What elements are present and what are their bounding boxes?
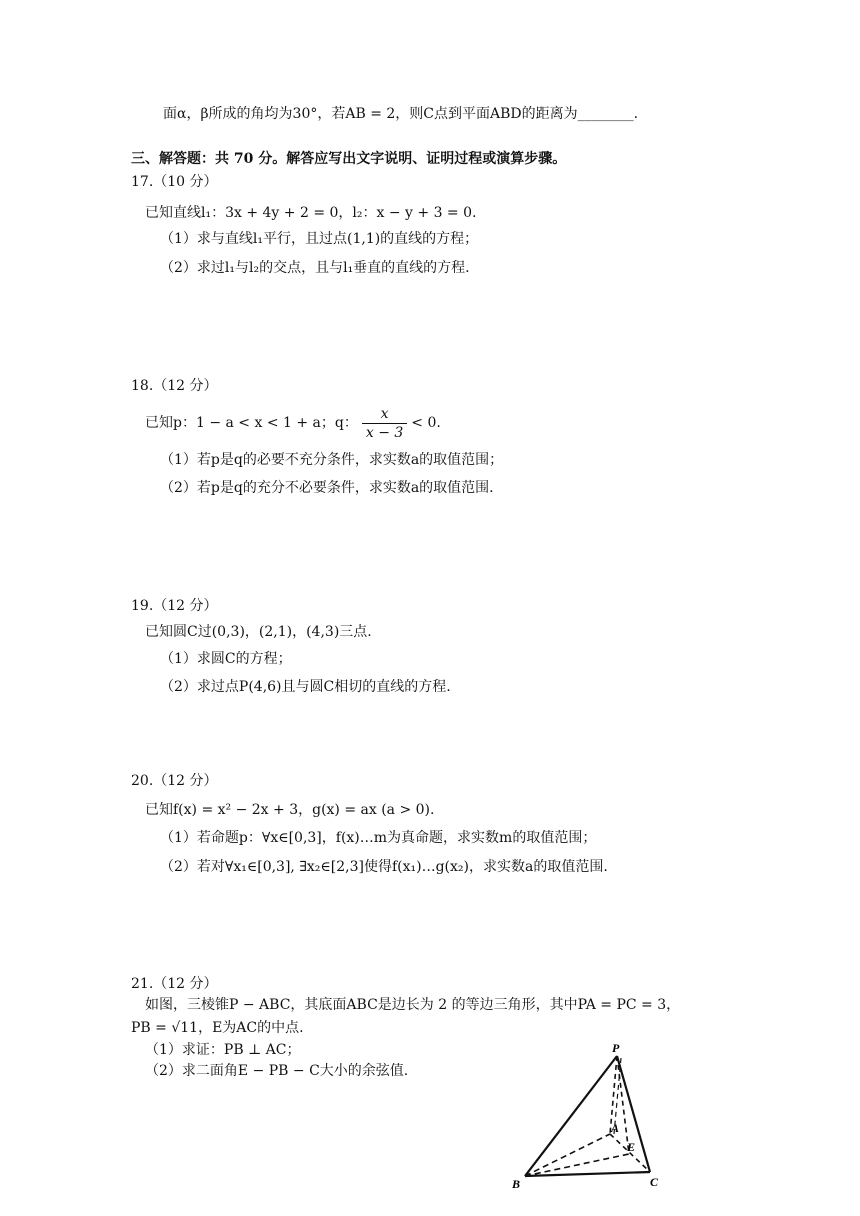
q20-number: 20.（12 分） [131, 773, 218, 789]
q18-fraction [362, 405, 407, 442]
q18-stem [145, 404, 441, 442]
section-title: 三、解答题：共 70 分。解答应写出文字说明、证明过程或演算步骤。 [131, 151, 567, 167]
q17-stem: 已知直线l₁：3x + 4y + 2 = 0，l₂：x − y + 3 = 0. [145, 205, 477, 221]
q20-part2: （2）若对∀x₁∈[0,3], ∃x₂∈[2,3]使得f(x₁)…g(x₂)，求实数a的取值范围. [160, 859, 608, 875]
q20-part1: （1）若命题p：∀x∈[0,3]，f(x)…m为真命题，求实数m的取值范围； [160, 830, 597, 846]
q17-part1: （1）求与直线l₁平行，且过点(1,1)的直线的方程； [160, 231, 479, 247]
q19-part1: （1）求圆C的方程； [160, 651, 292, 667]
tetrahedron-figure [500, 1036, 680, 1196]
q18-stem-b: < 0. [411, 415, 441, 431]
q19-part2: （2）求过点P(4,6)且与圆C相切的直线的方程. [160, 679, 451, 695]
edge-ba [525, 1134, 610, 1176]
q21-part1: （1）求证：PB ⊥ AC； [145, 1042, 301, 1058]
q19-stem: 已知圆C过(0,3)，(2,1)，(4,3)三点. [145, 624, 372, 640]
previous-question-tail: 面α，β所成的角均为30°，若AB = 2，则C点到平面ABD的距离为________. [163, 106, 639, 122]
q18-stem-a: 已知p：1 − a < x < 1 + a；q： [145, 415, 358, 431]
q17-number: 17.（10 分） [131, 174, 218, 190]
edge-pb [525, 1056, 620, 1176]
q18-fraction-numerator: x [362, 405, 407, 424]
q21-stem-line2: PB = √11，E为AC的中点. [131, 1020, 304, 1036]
label-e: E [627, 1140, 636, 1154]
q18-part1: （1）若p是q的必要不充分条件，求实数a的取值范围； [160, 452, 504, 468]
edge-bc [525, 1172, 650, 1176]
label-c: C [650, 1175, 659, 1189]
q19-number: 19.（12 分） [131, 598, 218, 614]
label-p: P [612, 1041, 620, 1055]
q18-part2: （2）若p是q的充分不必要条件，求实数a的取值范围. [160, 480, 494, 496]
edge-pc [617, 1056, 650, 1172]
q21-number: 21.（12 分） [131, 976, 218, 992]
q21-stem-line1: 如图，三棱锥P − ABC，其底面ABC是边长为 2 的等边三角形，其中PA = PC = 3， [145, 997, 681, 1013]
q18-number: 18.（12 分） [131, 378, 218, 394]
q20-stem: 已知f(x) = x² − 2x + 3，g(x) = ax (a > 0). [145, 802, 435, 818]
label-a: A [611, 1121, 620, 1135]
q17-part2: （2）求过l₁与l₂的交点，且与l₁垂直的直线的方程. [160, 260, 470, 276]
q18-fraction-denominator: x − 3 [365, 424, 404, 441]
label-b: B [512, 1177, 521, 1191]
q21-part2: （2）求二面角E − PB − C大小的余弦值. [145, 1063, 409, 1079]
